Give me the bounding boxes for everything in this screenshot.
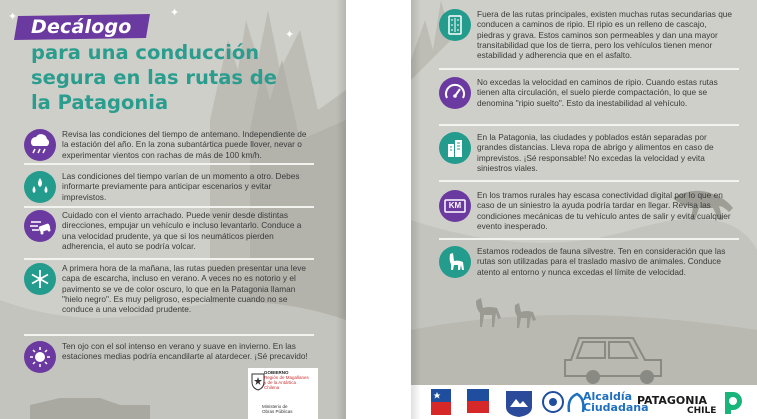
tip-text: No excedas la velocidad en caminos de ripio. Cuando estas rutas tienen alta circulación, el suelo pierde compactación, lo que se denomina "ripio suelto". Esto da inestabilidad al vehículo.: [477, 77, 718, 108]
patagonia-brand-icon: [721, 390, 743, 416]
tip-text: Las condiciones del tiempo varían de un momento a otro. Debes informarte previamente para anticipar escenarios y evitar imprevistos.: [62, 171, 300, 202]
tip-text: Estamos rodeados de fauna silvestre. Ten en consideración que las rutas son utilizadas para el traslado masivo de animales. Conduce atento al entorno y nunca excedas el límite de velocidad.: [477, 246, 726, 277]
tip-text: A primera hora de la mañana, las rutas pueden presentar una leve capa de escarcha, incluso en verano. A veces no es notorio y el pavimento se ve de color oscuro, lo que en la Patagonia llaman "hielo negro". Es muy peligroso, especialmente cuando no se conduce a una velocidad prudente.: [62, 263, 306, 315]
ministry-logo-icon: [463, 387, 493, 419]
page-title: [31, 40, 301, 115]
guanaco-icon: [439, 246, 471, 278]
divider: [439, 124, 739, 126]
tip-text: Ten ojo con el sol intenso en verano y suave en invierno. En las estaciones medias podría encandilarte al atardecer. ¡Sé precavido!: [62, 341, 308, 362]
right-page: [411, 0, 757, 419]
divider: [439, 180, 739, 182]
tip-text: Fuera de las rutas principales, existen muchas rutas secundarias que conducen a caminos de ripio. El ripio es un relleno de cascajo, piedras y grava. Estos caminos son permeables y dan una mayor transitabilidad que los de tierra, pero los vehículos tienen menor estabilidad y adherencia que en el asfalto.: [477, 9, 733, 61]
sun-icon: [24, 341, 56, 373]
tip-text: Revisa las condiciones del tiempo de antemano. Independiente de la estación del año. En la zona subantártica puede llover, nevar o experimentar vientos con rachas de más de 100 km/h.: [62, 129, 307, 160]
divider: [24, 163, 314, 165]
left-page: [0, 0, 346, 419]
government-logo-icon: [425, 387, 457, 419]
title-tag-text: Decálogo: [31, 16, 132, 38]
title-tag: [14, 14, 152, 40]
patagonia-logo-text: PATAGONIA: [637, 394, 708, 407]
page-fold-shadow: [336, 0, 346, 419]
seal-text: GOBIERNO Región de Magallanes y de la Antártica Chilena: [264, 370, 309, 390]
divider: [24, 206, 314, 208]
snow-rain-cloud-icon: [24, 129, 56, 161]
wind-car-icon: [24, 210, 56, 242]
snowflake-icon: [24, 263, 56, 295]
buildings-icon: [439, 132, 471, 164]
gravel-road-icon: [439, 9, 471, 41]
tip-text: En los tramos rurales hay escasa conectividad digital por lo que en caso de un siniestro la ayuda podría tardar en llegar. Revisa las condiciones mecánicas de tu vehículo antes de salir y evita cualquier evento inesperado.: [477, 190, 731, 231]
sparkle-icon: ✦: [170, 6, 180, 19]
km-label: KM: [448, 201, 462, 210]
chile-logo-text: CHILE: [687, 406, 717, 416]
region-logo-icon: [502, 387, 536, 419]
tip-text: En la Patagonia, las ciudades y poblados están separadas por grandes distancias. Lleva ropa de abrigo y alimentos en caso de imprevistos. ¡Sé responsable! No excedas la velocidad y evita siniestros viales.: [477, 132, 714, 173]
alcaldia-logo-text: Alcaldía Ciudadana: [583, 390, 649, 414]
tip-text: Cuidado con el viento arrachado. Puede venir desde distintas direcciones, empujar un vehículo e incluso levantarlo. Conduce a una velocidad prudente, ya que si los neumáticos pierden adherencia, el auto se podría volcar.: [62, 210, 302, 251]
sponsor-logos: [411, 385, 757, 419]
speedometer-icon: [439, 77, 471, 109]
title-line: segura en las rutas de: [31, 66, 277, 89]
divider: [439, 238, 739, 240]
page-fold-shadow: [411, 0, 421, 419]
seal-bottom-text: Ministerio de Obras Públicas: [262, 404, 293, 414]
government-seal: [248, 368, 318, 419]
km-sign-icon: [439, 190, 471, 222]
title-line: para una conducción: [31, 41, 260, 64]
rain-drops-icon: [24, 171, 56, 203]
sparkle-icon: ✦: [285, 28, 295, 41]
municipality-crest-icon: [540, 388, 566, 419]
divider: [439, 68, 739, 70]
divider: [24, 334, 314, 336]
sparkle-icon: ✦: [8, 10, 18, 23]
title-line: la Patagonia: [31, 91, 169, 114]
divider: [24, 258, 314, 260]
